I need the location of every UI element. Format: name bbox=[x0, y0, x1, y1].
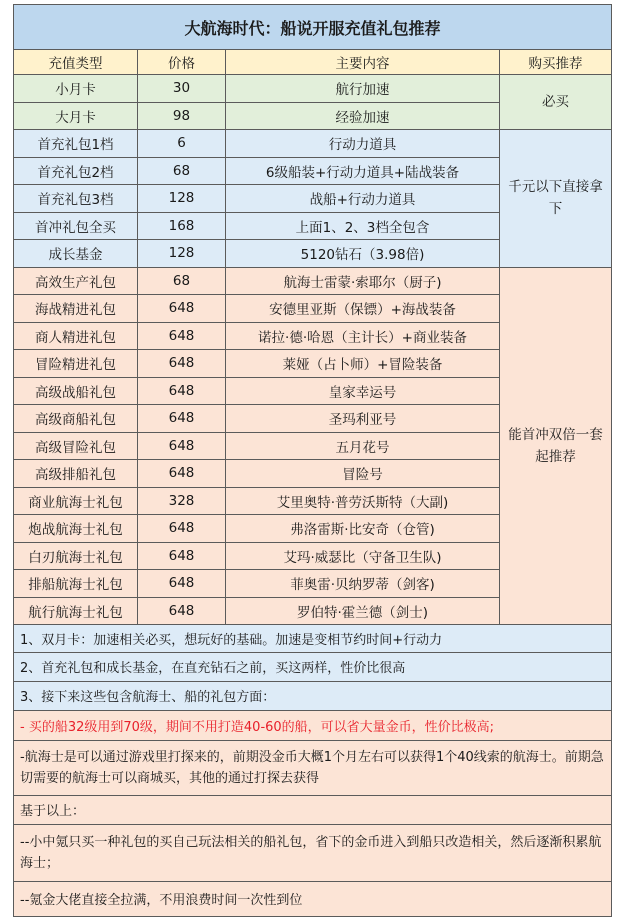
gift-pack-table bbox=[13, 4, 612, 917]
cell-price: 168 bbox=[138, 212, 226, 240]
cell-content: 航行加速 bbox=[226, 75, 500, 103]
cell-content: 诺拉·德·哈恩（主计长）+商业装备 bbox=[226, 322, 500, 350]
note-row bbox=[14, 740, 612, 795]
note-1: 1、双月卡：加速相关必买，想玩好的基础。加速是变相节约时间+行动力 bbox=[14, 625, 612, 653]
cell-price: 648 bbox=[138, 460, 226, 488]
cell-type: 高级商船礼包 bbox=[14, 405, 138, 433]
header-recommend: 购买推荐 bbox=[500, 50, 612, 75]
header-type: 充值类型 bbox=[14, 50, 138, 75]
cell-price: 648 bbox=[138, 542, 226, 570]
cell-price: 68 bbox=[138, 267, 226, 295]
note-3: 3、接下来这些包含航海士、船的礼包方面： bbox=[14, 681, 612, 710]
recommend-under-1000: 千元以下直接拿下 bbox=[500, 130, 612, 268]
cell-type: 商业航海士礼包 bbox=[14, 487, 138, 515]
cell-price: 648 bbox=[138, 515, 226, 543]
table-title: 大航海时代：船说开服充值礼包推荐 bbox=[14, 5, 612, 50]
cell-content: 航海士雷蒙·索耶尔（厨子) bbox=[226, 267, 500, 295]
cell-type: 成长基金 bbox=[14, 240, 138, 268]
cell-type: 冒险精进礼包 bbox=[14, 350, 138, 378]
cell-type: 海战精进礼包 bbox=[14, 295, 138, 323]
header-price: 价格 bbox=[138, 50, 226, 75]
note-7: --小中氪只买一种礼包的买自己玩法相关的船礼包，省下的金币进入到船只改造相关，然后逐渐积累航海士； bbox=[14, 824, 612, 881]
note-row bbox=[14, 824, 612, 881]
cell-price: 648 bbox=[138, 597, 226, 625]
cell-content: 安德里亚斯（保镖）+海战装备 bbox=[226, 295, 500, 323]
cell-type: 高级冒险礼包 bbox=[14, 432, 138, 460]
note-row bbox=[14, 652, 612, 681]
cell-content: 上面1、2、3档全包含 bbox=[226, 212, 500, 240]
cell-type: 小月卡 bbox=[14, 75, 138, 103]
cell-type: 炮战航海士礼包 bbox=[14, 515, 138, 543]
note-8: --氪金大佬直接全拉满，不用浪费时间一次性到位 bbox=[14, 881, 612, 916]
cell-price: 648 bbox=[138, 377, 226, 405]
cell-price: 648 bbox=[138, 350, 226, 378]
cell-content: 艾玛·威瑟比（守备卫生队) bbox=[226, 542, 500, 570]
cell-content: 战船+行动力道具 bbox=[226, 185, 500, 213]
header-content: 主要内容 bbox=[226, 50, 500, 75]
cell-content: 行动力道具 bbox=[226, 130, 500, 158]
spreadsheet bbox=[13, 4, 611, 917]
header-row bbox=[14, 50, 612, 75]
cell-price: 6 bbox=[138, 130, 226, 158]
cell-type: 首充礼包2档 bbox=[14, 157, 138, 185]
note-2: 2、首充礼包和成长基金，在直充钻石之前，买这两样，性价比很高 bbox=[14, 652, 612, 681]
cell-price: 128 bbox=[138, 185, 226, 213]
note-row bbox=[14, 625, 612, 653]
note-row bbox=[14, 710, 612, 740]
recommend-must-buy: 必买 bbox=[500, 75, 612, 130]
cell-content: 罗伯特·霍兰德（剑士) bbox=[226, 597, 500, 625]
cell-type: 大月卡 bbox=[14, 102, 138, 130]
note-6: 基于以上： bbox=[14, 795, 612, 824]
cell-content: 圣玛利亚号 bbox=[226, 405, 500, 433]
note-row bbox=[14, 795, 612, 824]
cell-content: 冒险号 bbox=[226, 460, 500, 488]
cell-price: 328 bbox=[138, 487, 226, 515]
cell-content: 弗洛雷斯·比安奇（仓管) bbox=[226, 515, 500, 543]
cell-price: 128 bbox=[138, 240, 226, 268]
cell-type: 白刃航海士礼包 bbox=[14, 542, 138, 570]
cell-price: 648 bbox=[138, 405, 226, 433]
cell-price: 648 bbox=[138, 295, 226, 323]
recommend-double-first: 能首冲双倍一套起推荐 bbox=[500, 267, 612, 625]
note-5: -航海士是可以通过游戏里打探来的，前期没金币大概1个月左右可以获得1个40线索的航海士。前期急切需要的航海士可以商城买，其他的通过打探去获得 bbox=[14, 740, 612, 795]
cell-type: 高级战船礼包 bbox=[14, 377, 138, 405]
cell-type: 首充礼包3档 bbox=[14, 185, 138, 213]
cell-type: 首充礼包1档 bbox=[14, 130, 138, 158]
cell-content: 艾里奥特·普劳沃斯特（大副) bbox=[226, 487, 500, 515]
cell-type: 高级排船礼包 bbox=[14, 460, 138, 488]
cell-content: 皇家幸运号 bbox=[226, 377, 500, 405]
note-4-highlight: - 买的船32级用到70级，期间不用打造40-60的船，可以省大量金币，性价比极高; bbox=[14, 710, 612, 740]
cell-price: 30 bbox=[138, 75, 226, 103]
cell-content: 五月花号 bbox=[226, 432, 500, 460]
cell-type: 高效生产礼包 bbox=[14, 267, 138, 295]
note-row bbox=[14, 881, 612, 916]
cell-price: 648 bbox=[138, 570, 226, 598]
cell-content: 莱娅（占卜师）+冒险装备 bbox=[226, 350, 500, 378]
cell-content: 5120钻石（3.98倍) bbox=[226, 240, 500, 268]
cell-type: 首冲礼包全买 bbox=[14, 212, 138, 240]
cell-price: 648 bbox=[138, 432, 226, 460]
cell-type: 排船航海士礼包 bbox=[14, 570, 138, 598]
table-row bbox=[14, 267, 612, 295]
table-row bbox=[14, 75, 612, 103]
cell-content: 6级船装+行动力道具+陆战装备 bbox=[226, 157, 500, 185]
cell-content: 经验加速 bbox=[226, 102, 500, 130]
cell-price: 98 bbox=[138, 102, 226, 130]
cell-price: 648 bbox=[138, 322, 226, 350]
cell-type: 商人精进礼包 bbox=[14, 322, 138, 350]
note-row bbox=[14, 681, 612, 710]
cell-content: 菲奥雷·贝纳罗蒂（剑客) bbox=[226, 570, 500, 598]
cell-price: 68 bbox=[138, 157, 226, 185]
cell-type: 航行航海士礼包 bbox=[14, 597, 138, 625]
table-row bbox=[14, 130, 612, 158]
